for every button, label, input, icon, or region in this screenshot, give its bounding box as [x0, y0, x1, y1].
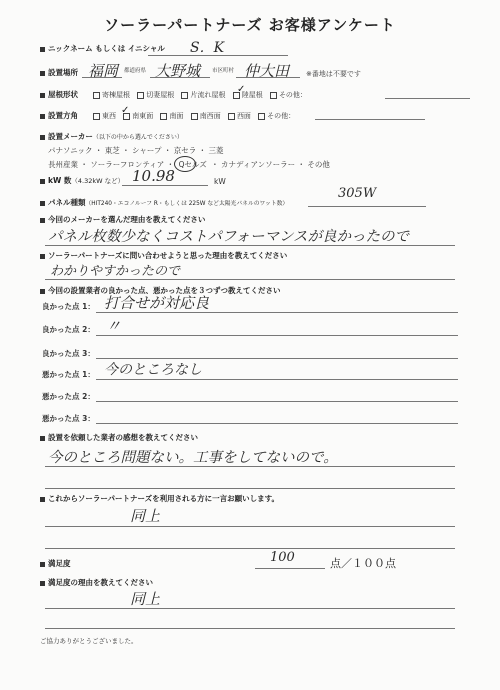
- direction-other-line: [315, 119, 425, 120]
- maker-row-2: 長州産業 ・ ソーラーフロンティア ・ Qセルズ ・ カナディアンソーラー ・ その他: [48, 159, 330, 170]
- impression-label: 設置を依頼した業者の感想を教えてください: [40, 432, 198, 443]
- contact-reason-line: [45, 279, 455, 280]
- direction-options: 東西 南東面 南面 南西面 西面 その他：: [88, 111, 295, 121]
- message-line-2: [45, 548, 455, 549]
- good-3-label: 良かった点 3：: [42, 349, 95, 358]
- good-1-answer: 打合せが対応良: [104, 294, 210, 312]
- contact-reason-answer: わかりやすかったので: [50, 264, 181, 279]
- roof-options: 寄棟屋根 切妻屋根 片流れ屋根 陸屋根 その他：: [88, 90, 307, 100]
- good-1-label: 良かった点 1：: [42, 302, 95, 311]
- location-note: ※番地は不要です: [306, 70, 361, 78]
- direction-label: 設置方角: [40, 110, 78, 121]
- bad-2-line: [96, 401, 458, 402]
- city-value: 大野城: [155, 62, 201, 80]
- roof-label: 屋根形状: [40, 89, 78, 100]
- good-2-answer: 〃: [106, 317, 122, 335]
- location-label: 設置場所: [40, 67, 78, 78]
- pref-value: 福岡: [88, 62, 119, 80]
- bad-1-label: 悪かった点 1：: [42, 370, 95, 379]
- direction-checkbox-6[interactable]: [258, 113, 265, 120]
- satisfaction-reason-line-1: [45, 608, 455, 609]
- town-value: 仲大田: [244, 62, 290, 80]
- bad-1-line: [96, 379, 458, 380]
- direction-checkbox-1[interactable]: [93, 113, 100, 120]
- roof-checkbox-3[interactable]: [181, 92, 188, 99]
- satisfaction-reason-answer: 同上: [130, 590, 161, 608]
- satisfaction-line: [255, 568, 325, 569]
- good-2-label: 良かった点 2：: [42, 325, 95, 334]
- maker-reason-answer: パネル枚数少なくコストパフォーマンスが良かったので: [48, 229, 410, 245]
- nickname-label: ニックネーム もしくは イニシャル: [40, 43, 165, 54]
- footer-thanks: ご協力ありがとうございました。: [40, 637, 138, 645]
- maker-reason-label: 今回のメーカーを選んだ理由を教えてください: [40, 214, 205, 225]
- message-label: これからソーラーパートナーズを利用される方に一言お願いします。: [40, 493, 279, 504]
- nickname-value: S．K: [190, 40, 225, 56]
- kw-unit: kW: [214, 177, 226, 186]
- satisfaction-reason-label: 満足度の理由を教えてください: [40, 577, 153, 588]
- pref-unit: 都道府県: [124, 68, 147, 74]
- direction-checkbox-4[interactable]: [191, 113, 198, 120]
- kw-line: [122, 185, 208, 186]
- panel-value: 305W: [338, 186, 377, 201]
- impression-line-2: [45, 488, 455, 489]
- satisfaction-reason-line-2: [45, 628, 455, 629]
- bad-1-answer: 今のところなし: [104, 362, 202, 378]
- roof-other-line: [385, 98, 470, 99]
- direction-checkbox-5[interactable]: [228, 113, 235, 120]
- city-unit: 市区町村: [212, 68, 235, 74]
- bad-3-label: 悪かった点 3：: [42, 414, 95, 423]
- impression-line-1: [45, 466, 455, 467]
- contact-reason-label: ソーラーパートナーズに問い合わせようと思った理由を教えてください: [40, 250, 287, 261]
- maker-circled: Qセルズ: [177, 159, 209, 170]
- page-title: ソーラーパートナーズ お客様アンケート: [104, 16, 396, 34]
- impression-answer: 今のところ問題ない。工事をしてないので。: [48, 450, 338, 466]
- maker-label: 設置メーカー（以下の中から選んでください）: [40, 131, 183, 142]
- kw-value: 10.98: [132, 167, 175, 185]
- maker-row-1: パナソニック ・ 東芝 ・ シャープ ・ 京セラ ・ 三菱: [48, 146, 224, 155]
- kw-label: kW 数（4.32kW など）: [40, 175, 124, 186]
- panel-line: [308, 206, 426, 207]
- roof-check-mark-icon: ✓: [237, 84, 246, 95]
- roof-checkbox-1[interactable]: [93, 92, 100, 99]
- bad-3-line: [96, 423, 458, 424]
- bad-2-label: 悪かった点 2：: [42, 392, 95, 401]
- satisfaction-value: 100: [270, 550, 295, 565]
- maker-reason-line: [45, 245, 455, 246]
- satisfaction-label: 満足度: [40, 558, 71, 569]
- maker-circle-mark: [174, 156, 196, 172]
- message-line-1: [45, 526, 455, 527]
- direction-checkbox-3[interactable]: [160, 113, 167, 120]
- panel-label: パネル種類（HIT240・エコノルーフ R・もしくは 225W など太陽光パネルのワット数）: [40, 197, 288, 208]
- satisfaction-suffix: 点／１００点: [330, 557, 396, 570]
- roof-checkbox-2[interactable]: [137, 92, 144, 99]
- good-1-line: [96, 312, 458, 313]
- direction-check-mark-icon: ✓: [121, 105, 130, 116]
- points-label: 今回の設置業者の良かった点、悪かった点を３つずつ教えてください: [40, 285, 281, 296]
- roof-checkbox-5[interactable]: [270, 92, 277, 99]
- good-2-line: [96, 335, 458, 336]
- message-answer: 同上: [130, 507, 161, 525]
